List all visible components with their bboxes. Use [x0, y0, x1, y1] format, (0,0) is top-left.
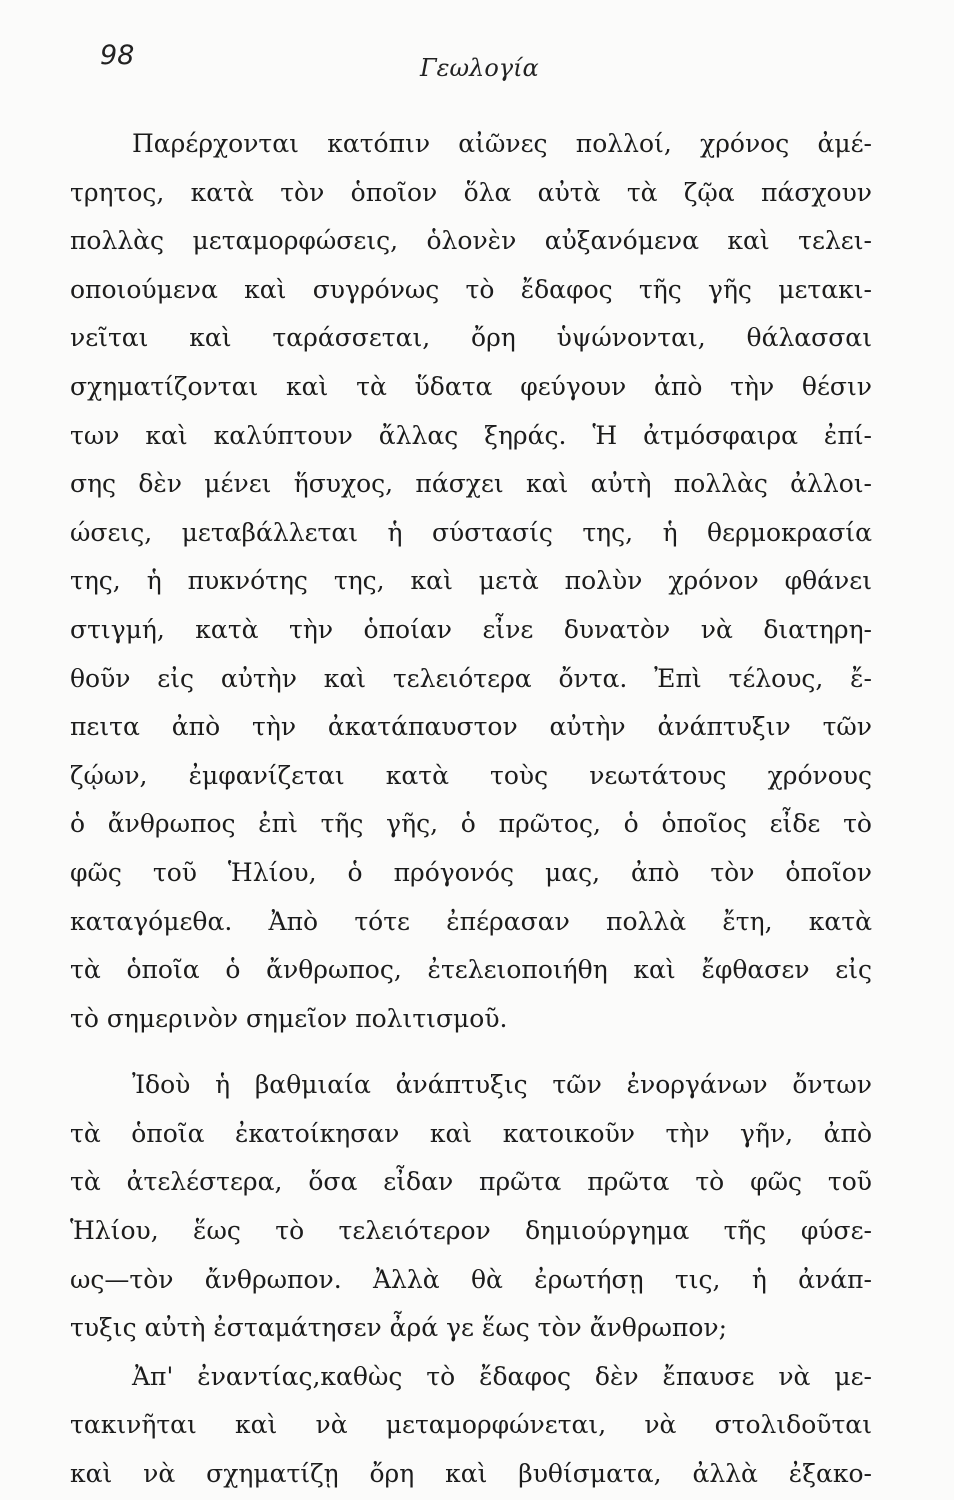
text-line: τὰ ὁποῖα ἐκατοίκησαν καὶ κατοικοῦν τὴν γῆν, ἀπὸ: [70, 1118, 872, 1148]
text-line: πολλὰς μεταμορφώσεις, ὁλονὲν αὐξανόμενα καὶ τελει-: [70, 226, 872, 256]
text-line: τακινῆται καὶ νὰ μεταμορφώνεται, νὰ στολιδοῦται: [70, 1410, 872, 1440]
text-line: σχηματίζονται καὶ τὰ ὕδατα φεύγουν ἀπὸ τὴν θέσιν: [70, 371, 872, 401]
text-line: Ἰδοὺ ἡ βαθμιαία ἀνάπτυξις τῶν ἐνοργάνων ὄντων: [132, 1070, 872, 1100]
text-line: καταγόμεθα. Ἀπὸ τότε ἐπέρασαν πολλὰ ἔτη, κατὰ: [70, 906, 872, 936]
text-line: ζῴων, ἐμφανίζεται κατὰ τοὺς νεωτάτους χρόνους: [70, 760, 872, 790]
text-line: νεῖται καὶ ταράσσεται, ὄρη ὑψώνονται, θάλασσαι: [70, 323, 872, 353]
text-line: Ἡλίου, ἕως τὸ τελειότερον δημιούργημα τῆς φύσε-: [70, 1216, 872, 1246]
text-line: πειτα ἀπὸ τὴν ἀκατάπαυστον αὐτὴν ἀνάπτυξιν τῶν: [70, 712, 872, 742]
text-line: τὸ σημερινὸν σημεῖον πολιτισμοῦ.: [70, 1003, 508, 1033]
body-text: [70, 120, 872, 1499]
running-title: Γεωλογία: [420, 54, 539, 82]
text-line: των καὶ καλύπτουν ἄλλας ξηράς. Ἡ ἀτμόσφαιρα ἐπί-: [70, 420, 872, 450]
text-line: ώσεις, μεταβάλλεται ἡ σύστασίς της, ἡ θερμοκρασία: [70, 517, 872, 547]
text-line: θοῦν εἰς αὐτὴν καὶ τελειότερα ὄντα. Ἐπὶ τέλους, ἔ-: [70, 663, 872, 693]
text-line: Παρέρχονται κατόπιν αἰῶνες πολλοί, χρόνος ἀμέ-: [132, 129, 872, 158]
text-line: τυξις αὐτὴ ἐσταμάτησεν ἆρά γε ἕως τὸν ἄνθρωπον;: [70, 1313, 728, 1343]
text-line: Ἀπ' ἐναντίας,καθὼς τὸ ἔδαφος δὲν ἔπαυσε νὰ με-: [132, 1361, 872, 1391]
paragraph-2: [70, 1061, 872, 1353]
text-line: ὁ ἄνθρωπος ἐπὶ τῆς γῆς, ὁ πρῶτος, ὁ ὁποῖος εἶδε τὸ: [70, 809, 872, 839]
text-line: τὰ ὁποῖα ὁ ἄνθρωπος, ἐτελειοποιήθη καὶ ἔφθασεν εἰς: [70, 955, 872, 985]
text-line: ως—τὸν ἄνθρωπον. Ἀλλὰ θὰ ἐρωτήσῃ τις, ἡ ἀνάπ-: [70, 1264, 872, 1294]
text-line: οποιούμενα καὶ συγρόνως τὸ ἔδαφος τῆς γῆς μετακι-: [70, 274, 872, 304]
paragraph-1: [70, 120, 872, 1043]
text-line: τὰ ἀτελέστερα, ὅσα εἶδαν πρῶτα πρῶτα τὸ φῶς τοῦ: [70, 1167, 872, 1197]
page-number: 98: [100, 40, 135, 71]
text-line: τρητος, κατὰ τὸν ὁποῖον ὅλα αὐτὰ τὰ ζῷα πάσχουν: [70, 177, 872, 207]
text-line: φῶς τοῦ Ἡλίου, ὁ πρόγονός μας, ἀπὸ τὸν ὁποῖον: [70, 857, 872, 887]
text-line: της, ἡ πυκνότης της, καὶ μετὰ πολὺν χρόνον φθάνει: [70, 566, 872, 596]
text-line: καὶ νὰ σχηματίζῃ ὄρη καὶ βυθίσματα, ἀλλὰ ἐξακο-: [70, 1459, 872, 1489]
paragraph-3: [70, 1353, 872, 1499]
text-line: στιγμή, κατὰ τὴν ὁποίαν εἶνε δυνατὸν νὰ διατηρη-: [70, 614, 872, 644]
text-line: σης δὲν μένει ἥσυχος, πάσχει καὶ αὐτὴ πολλὰς ἀλλοι-: [70, 469, 872, 499]
